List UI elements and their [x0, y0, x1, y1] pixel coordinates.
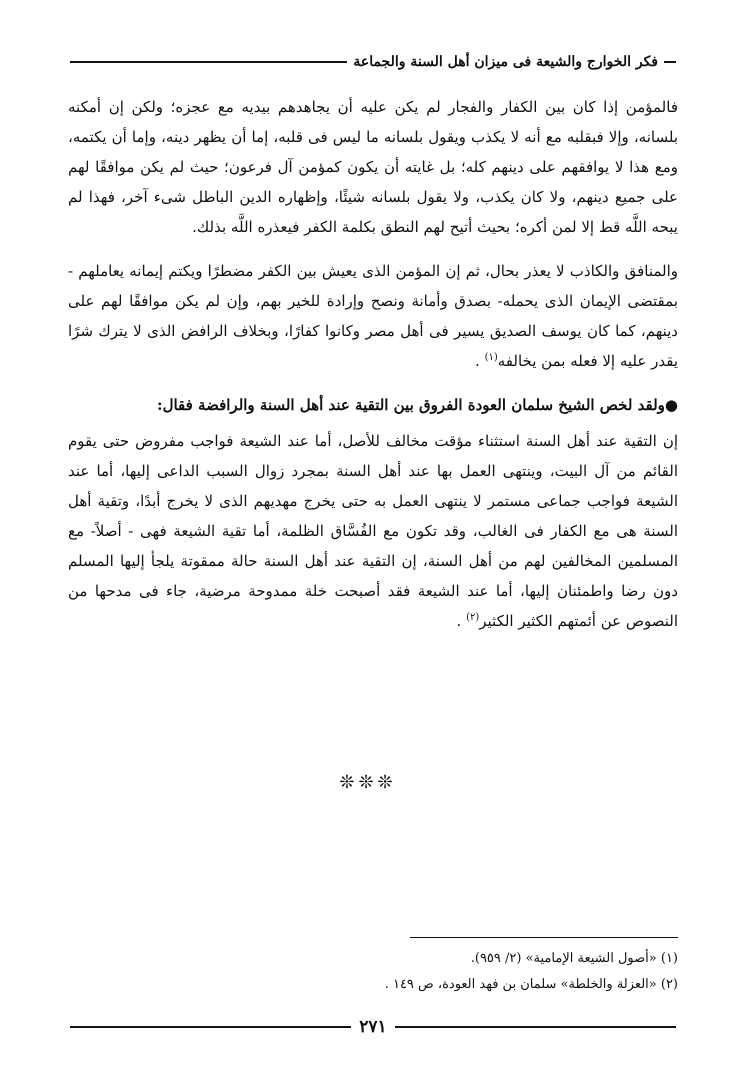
page-body — [68, 92, 678, 650]
footer-rule-left — [70, 1026, 351, 1028]
footnote-1: (١) «أصول الشيعة الإمامية» (٢/ ٩٥٩). — [470, 951, 678, 966]
footnote-rule — [410, 937, 678, 938]
page-number: ٢٧١ — [359, 1017, 387, 1037]
paragraph-1: فالمؤمن إذا كان بين الكفار والفجار لم يكن عليه أن يجاهدهم بيديه مع عجزه؛ ولكن إن أمكنه بلسانه، وإلا فبقلبه مع أنه لا يكذب ويقول بلسانه ما ليس فى قلبه، إما أن يظهر دينه، وإما أن يكتمه، ومع هذا لا يوافقهم على دينهم كله؛ بل غايته أن يكون كمؤمن آل فرعون؛ حيث لم يكن موافقًا لهم على جميع دينهم، ولا كان يكذب، ولا يقول بلسانه شيئًا، وإظهاره الدين الباطل شىء آخر، فهذا لم يبحه اللَّه قط إلا لمن أكره؛ بحيث أتيح لهم النطق بكلمة الكفر فيعذره اللَّه بذلك. — [68, 98, 678, 236]
paragraph-2-end: . — [475, 352, 480, 370]
running-header — [70, 50, 676, 74]
footnote-2: (٢) «العزلة والخلطة» سلمان بن فهد العودة، ص ١٤٩ . — [384, 977, 678, 992]
header-rule-right — [664, 61, 676, 63]
separator-stars: ❊❊❊ — [339, 772, 397, 793]
footnote-ref-1: (١) — [484, 352, 498, 363]
paragraph-2 — [68, 256, 678, 376]
page-footer — [70, 1014, 676, 1040]
paragraph-4 — [68, 426, 678, 636]
header-rule-left — [70, 61, 347, 63]
paragraph-2-text: والمنافق والكاذب لا يعذر بحال، ثم إن المؤمن الذى يعيش بين الكفر مضطرًا ويكتم إيمانه يعاملهم - بمقتضى الإيمان الذى يحمله- بصدق وأمانة ونصح وإرادة للخير بهم، وإن لم يكن موافقًا لهم على دينهم، كما كان يوسف الصديق يسير فى أهل مصر وكانوا كفارًا، وبخلاف الرافض الذى لا يترك شرًا يقدر عليه إلا فعله بمن يخالفه — [68, 262, 678, 370]
paragraph-4-text: إن التقية عند أهل السنة استثناء مؤقت مخالف للأصل، أما عند الشيعة فواجب مفروض حتى يقوم القائم من آل البيت، وينتهى العمل بها عند أهل السنة بمجرد زوال السبب الداعى إليها، أما عند الشيعة فواجب جماعى مستمر لا ينتهى العمل به حتى يخرج مهديهم الذى لا يخرج أبدًا، وتقية أهل السنة هى مع الكفار فى الغالب، وقد تكون مع الفُسَّاق الظلمة، أما تقية الشيعة فهى - أصلاً- مع المسلمين المخالفين لهم من أهل السنة، إن التقية عند أهل السنة حالة ممقوتة يلجأ إليها المسلم دون رضا واطمئنان إليها، أما عند الشيعة فقد أصبحت خلة ممدوحة مرضية، جاء فى مدحها من النصوص عن أئمتهم الكثير الكثير — [68, 432, 678, 630]
paragraph-4-end: . — [456, 612, 462, 630]
footnotes — [68, 946, 678, 998]
section-heading: ●ولقد لخص الشيخ سلمان العودة الفروق بين التقية عند أهل السنة والرافضة فقال: — [157, 396, 678, 414]
footer-rule-right — [395, 1026, 676, 1028]
header-title: فكر الخوارج والشيعة فى ميزان أهل السنة والجماعة — [353, 54, 658, 70]
footnote-ref-2: (٢) — [466, 612, 480, 623]
